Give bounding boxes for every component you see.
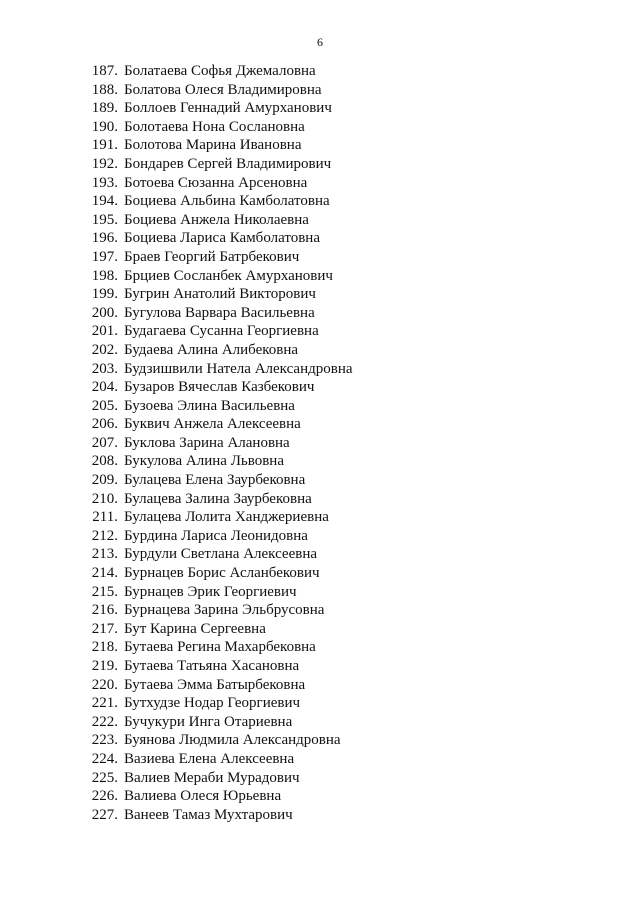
list-item xyxy=(0,229,353,248)
list-item xyxy=(0,434,353,453)
list-item-name: Буянова Людмила Александровна xyxy=(124,732,341,749)
list-item-name: Ванеев Тамаз Мухтарович xyxy=(124,806,293,823)
list-item xyxy=(0,118,353,137)
list-item xyxy=(0,638,353,657)
list-item-number: 226. xyxy=(91,788,118,805)
list-item-number: 215. xyxy=(91,583,118,600)
list-item-number: 213. xyxy=(91,546,118,563)
list-item-number: 195. xyxy=(91,211,118,228)
list-item xyxy=(0,378,353,397)
list-item-number: 198. xyxy=(91,267,118,284)
list-item-name: Валиева Олеся Юрьевна xyxy=(124,788,282,805)
list-item xyxy=(0,769,353,788)
list-item-number: 210. xyxy=(91,490,118,507)
list-item-name: Болатова Олеся Владимировна xyxy=(124,81,322,98)
list-item-name: Бурнацев Эрик Георгиевич xyxy=(124,583,297,600)
list-item xyxy=(0,211,353,230)
list-item xyxy=(0,620,353,639)
list-item-name: Будагаева Сусанна Георгиевна xyxy=(124,323,319,340)
list-item-number: 220. xyxy=(91,676,118,693)
list-item-name: Бутаева Эмма Батырбековна xyxy=(124,676,306,693)
list-item-name: Брциев Сосланбек Амурханович xyxy=(124,267,333,284)
list-item-number: 223. xyxy=(91,732,118,749)
list-item-number: 187. xyxy=(91,63,118,79)
list-item-name: Бузоева Элина Васильевна xyxy=(124,397,295,414)
list-item-name: Боциева Анжела Николаевна xyxy=(124,211,309,228)
list-item-number: 202. xyxy=(91,341,118,358)
list-item-number: 217. xyxy=(91,620,118,637)
list-item xyxy=(0,322,353,341)
list-item xyxy=(0,750,353,769)
list-item-number: 188. xyxy=(91,81,118,98)
list-item xyxy=(0,657,353,676)
list-item xyxy=(0,694,353,713)
list-item xyxy=(0,676,353,695)
list-item-name: Бучукури Инга Отариевна xyxy=(124,713,293,730)
list-item-name: Боллоев Геннадий Амурханович xyxy=(124,100,332,117)
list-item-number: 205. xyxy=(91,397,118,414)
list-item xyxy=(0,601,353,620)
list-item xyxy=(0,508,353,527)
list-item-name: Болатаева Софья Джемаловна xyxy=(124,63,316,79)
list-item-name: Браев Георгий Батрбекович xyxy=(124,248,300,265)
list-item-number: 197. xyxy=(91,248,118,265)
list-item xyxy=(0,360,353,379)
list-item xyxy=(0,731,353,750)
list-item-number: 222. xyxy=(91,713,118,730)
list-item xyxy=(0,452,353,471)
list-item-name: Боциева Лариса Камболатовна xyxy=(124,230,320,247)
list-item xyxy=(0,62,353,81)
list-item-number: 206. xyxy=(91,416,118,433)
list-item-name: Буквич Анжела Алексеевна xyxy=(124,416,301,433)
list-item-number: 193. xyxy=(91,174,118,191)
list-item-name: Валиев Мераби Мурадович xyxy=(124,769,300,786)
list-item-number: 225. xyxy=(91,769,118,786)
list-item xyxy=(0,583,353,602)
list-item xyxy=(0,174,353,193)
list-item-number: 208. xyxy=(91,453,118,470)
list-item-number: 189. xyxy=(91,100,118,117)
list-item xyxy=(0,155,353,174)
list-item-name: Булацева Елена Заурбековна xyxy=(124,472,306,489)
list-item-name: Бугулова Варвара Васильевна xyxy=(124,304,315,321)
list-item-name: Будаева Алина Алибековна xyxy=(124,341,299,358)
list-item xyxy=(0,787,353,806)
list-item-number: 204. xyxy=(91,379,118,396)
list-item-number: 219. xyxy=(91,658,118,674)
list-item-name: Бурнацев Борис Асланбекович xyxy=(124,565,320,582)
list-item-name: Бутаева Регина Махарбековна xyxy=(124,639,316,656)
list-item-name: Боциева Альбина Камболатовна xyxy=(124,193,330,210)
list-item xyxy=(0,713,353,732)
list-item-number: 227. xyxy=(91,806,118,823)
list-item-number: 209. xyxy=(91,472,118,489)
list-item-number: 214. xyxy=(91,565,118,582)
list-item xyxy=(0,81,353,100)
list-item xyxy=(0,564,353,583)
list-item-name: Бутаева Татьяна Хасановна xyxy=(124,658,300,674)
list-item-name: Бурнацева Зарина Эльбрусовна xyxy=(124,602,325,619)
list-item xyxy=(0,341,353,360)
list-item-number: 194. xyxy=(91,193,118,210)
list-item-name: Булацева Лолита Ханджериевна xyxy=(124,509,329,526)
list-item-number: 190. xyxy=(91,118,118,135)
list-item-name: Бурдули Светлана Алексеевна xyxy=(124,546,318,563)
list-item-number: 199. xyxy=(91,286,118,303)
list-item-number: 201. xyxy=(91,323,118,340)
list-item xyxy=(0,267,353,286)
list-item-number: 203. xyxy=(91,360,118,377)
list-item-number: 191. xyxy=(91,137,118,154)
list-item-name: Букулова Алина Львовна xyxy=(124,453,284,470)
list-item-name: Бондарев Сергей Владимирович xyxy=(124,155,332,172)
list-item xyxy=(0,545,353,564)
list-item-number: 212. xyxy=(91,527,118,544)
list-item-name: Бурдина Лариса Леонидовна xyxy=(124,527,308,544)
list-item-number: 221. xyxy=(91,695,118,712)
page-number: 6 xyxy=(317,35,323,49)
list-item xyxy=(0,415,353,434)
list-item-name: Буклова Зарина Алановна xyxy=(124,434,290,451)
list-item-number: 216. xyxy=(91,602,118,619)
list-item xyxy=(0,471,353,490)
list-item-name: Будзишвили Натела Александровна xyxy=(124,360,353,377)
name-list xyxy=(0,62,353,824)
list-item-name: Булацева Залина Заурбековна xyxy=(124,490,312,507)
list-item-name: Бутхудзе Нодар Георгиевич xyxy=(124,695,301,712)
list-item-number: 224. xyxy=(91,750,118,767)
list-item xyxy=(0,490,353,509)
list-item-name: Вазиева Елена Алексеевна xyxy=(124,750,295,767)
list-item-name: Болотова Марина Ивановна xyxy=(124,137,302,154)
list-item-number: 192. xyxy=(91,155,118,172)
list-item xyxy=(0,304,353,323)
list-item-name: Бугрин Анатолий Викторович xyxy=(124,286,316,303)
list-item xyxy=(0,806,353,825)
list-item-number: 196. xyxy=(91,230,118,247)
list-item xyxy=(0,99,353,118)
list-item-name: Бузаров Вячеслав Казбекович xyxy=(124,379,315,396)
list-item xyxy=(0,285,353,304)
list-item xyxy=(0,397,353,416)
list-item-number: 207. xyxy=(91,434,118,451)
list-item xyxy=(0,527,353,546)
list-item-name: Бут Карина Сергеевна xyxy=(124,620,266,637)
list-item-number: 218. xyxy=(91,639,118,656)
list-item-name: Болотаева Нона Сослановна xyxy=(124,118,305,135)
list-item xyxy=(0,136,353,155)
list-item-number: 211. xyxy=(92,509,118,526)
list-item-name: Ботоева Сюзанна Арсеновна xyxy=(124,174,308,191)
list-item-number: 200. xyxy=(91,304,118,321)
list-item xyxy=(0,192,353,211)
list-item xyxy=(0,248,353,267)
